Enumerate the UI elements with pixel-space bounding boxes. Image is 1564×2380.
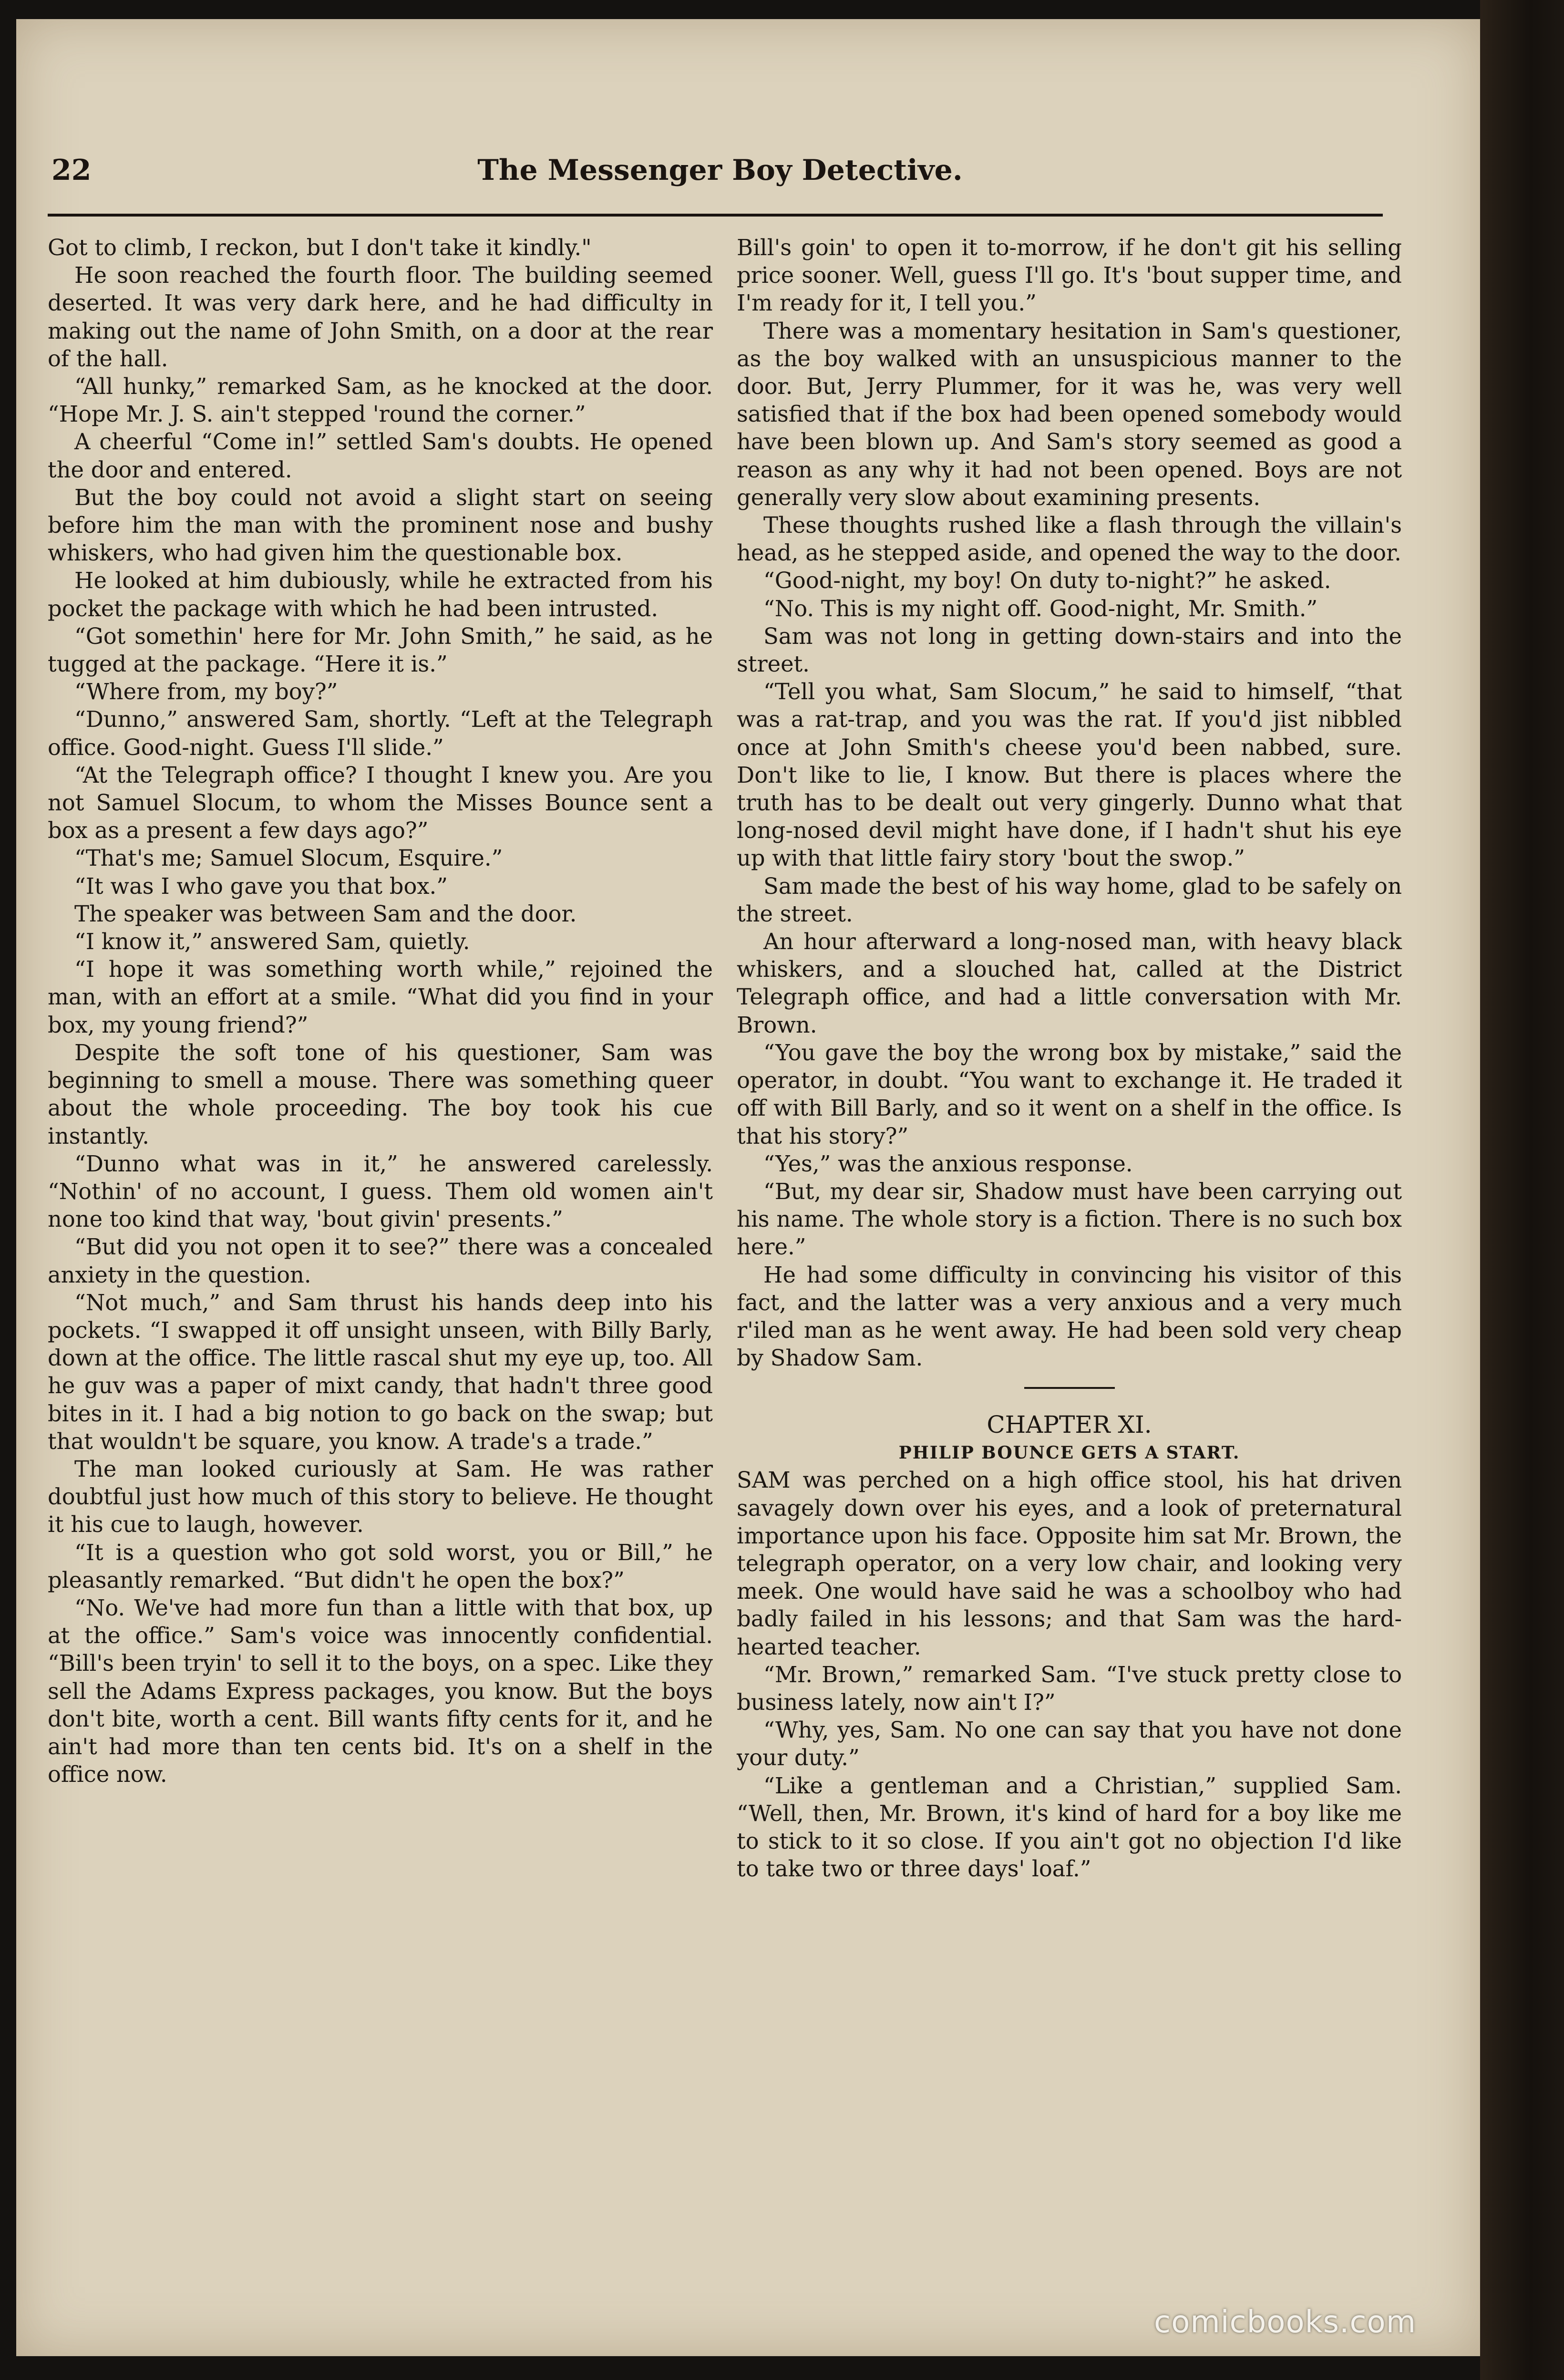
paragraph: “But did you not open it to see?” there was a concealed anxiety in the question. [48, 1234, 713, 1288]
paragraph: “Mr. Brown,” remarked Sam. “I've stuck pretty close to business lately, now ain't I?” [737, 1661, 1402, 1715]
paragraph: There was a momentary hesitation in Sam's questioner, as the boy walked with an unsuspicious manner to the door. But, Jerry Plummer, for it was he, was very well satisfied that if the box had been opened somebody would have been blown up. And Sam's story seemed as good a reason as any why it had not been opened. Boys are not generally very slow about examining presents. [737, 318, 1402, 510]
paragraph: “Not much,” and Sam thrust his hands deep into his pockets. “I swapped it off unsight unseen, with Billy Barly, down at the office. The little rascal shut my eye up, too. All he guv was a paper of mixt candy, that hadn't three good bites in it. I had a big notion to go back on the swap; but that wouldn't be square, you know. A trade's a trade.” [48, 1289, 713, 1454]
paragraph: “No. We've had more fun than a little with that box, up at the office.” Sam's voice was innocently confidential. “Bill's been tryin' to sell it to the boys, on a spec. Like they sell the Adams Express packages, you know. But the boys don't bite, worth a cent. Bill wants fifty cents for it, and he ain't had more than ten cents bid. It's on a shelf in the office now. [48, 1594, 713, 1788]
page-number: 22 [51, 154, 92, 187]
paragraph: “Dunno what was in it,” he answered carelessly. “Nothin' of no account, I guess. Them old women ain't none too kind that way, 'bout givin' presents.” [48, 1150, 713, 1232]
section-divider [1024, 1387, 1115, 1389]
right-column [737, 234, 1402, 1883]
paragraph: He looked at him dubiously, while he extracted from his pocket the package with which he had been intrusted. [48, 568, 713, 621]
running-header [38, 154, 1402, 201]
paragraph: A cheerful “Come in!” settled Sam's doubts. He opened the door and entered. [48, 429, 713, 483]
paragraph: “Yes,” was the anxious response. [763, 1150, 1133, 1177]
paragraph: “Dunno,” answered Sam, shortly. “Left at the Telegraph office. Good-night. Guess I'll slide.” [48, 706, 713, 760]
paragraph: Bill's goin' to open it to-morrow, if he don't git his selling price sooner. Well, guess I'll go. It's 'bout supper time, and I'm ready for it, I tell you.” [737, 235, 1402, 316]
paragraph: He had some difficulty in convincing his visitor of this fact, and the latter was a very anxious and a very much r'iled man as he went away. He had been sold very cheap by Shadow Sam. [737, 1262, 1402, 1371]
paragraph: “All hunky,” remarked Sam, as he knocked at the door. “Hope Mr. J. S. ain't stepped 'round the corner.” [48, 373, 713, 427]
book-spine [1480, 0, 1564, 2380]
paragraph: Sam was not long in getting down-stairs and into the street. [737, 623, 1402, 677]
paragraph: “No. This is my night off. Good-night, Mr. Smith.” [763, 595, 1318, 621]
paragraph: Despite the soft tone of his questioner, Sam was beginning to smell a mouse. There was something queer about the whole proceeding. The boy took his cue instantly. [48, 1039, 713, 1149]
paragraph: “Where from, my boy?” [74, 679, 338, 705]
paragraph: An hour afterward a long-nosed man, with heavy black whiskers, and a slouched hat, called at the District Telegraph office, and had a little conversation with Mr. Brown. [737, 929, 1402, 1038]
left-column [48, 234, 713, 1788]
paragraph: SAM was perched on a high office stool, his hat driven savagely down over his eyes, and a look of preternatural importance upon his face. Opposite him sat Mr. Brown, the telegraph operator, on a very low chair, and looking very meek. One would have said he was a schoolboy who had badly failed in his lessons; and that Sam was the hard-hearted teacher. [737, 1467, 1402, 1660]
paragraph: The speaker was between Sam and the door. [74, 900, 577, 927]
paragraph: “That's me; Samuel Slocum, Esquire.” [74, 845, 503, 871]
paragraph: “Why, yes, Sam. No one can say that you have not done your duty.” [737, 1717, 1402, 1771]
paragraph: He soon reached the fourth floor. The building seemed deserted. It was very dark here, and he had difficulty in making out the name of John Smith, on a door at the rear of the hall. [48, 262, 713, 372]
paragraph: “Tell you what, Sam Slocum,” he said to himself, “that was a rat-trap, and you was the rat. If you'd jist nibbled once at John Smith's cheese you'd been nabbed, sure. Don't like to lie, I know. But there is places where the truth has to be dealt out very gingerly. Dunno what that long-nosed devil might have done, if I hadn't shut his eye up with that little fairy story 'bout the swop.” [737, 679, 1402, 871]
paragraph: “Got somethin' here for Mr. John Smith,” he said, as he tugged at the package. “Here it is.” [48, 623, 713, 677]
running-title: The Messenger Boy Detective. [477, 154, 963, 187]
paragraph: Got to climb, I reckon, but I don't take it kindly." [48, 235, 592, 260]
paragraph: “It is a question who got sold worst, you or Bill,” he pleasantly remarked. “But didn't he open the box?” [48, 1539, 713, 1593]
paragraph: “You gave the boy the wrong box by mistake,” said the operator, in doubt. “You want to exchange it. He traded it off with Bill Barly, and so it went on a shelf in the office. Is that his story?” [737, 1039, 1402, 1149]
paragraph: But the boy could not avoid a slight start on seeing before him the man with the prominent nose and bushy whiskers, who had given him the questionable box. [48, 484, 713, 566]
paragraph: The man looked curiously at Sam. He was rather doubtful just how much of this story to believe. He thought it his cue to laugh, however. [48, 1456, 713, 1538]
site-watermark: comicbooks.com [1154, 2305, 1417, 2340]
chapter-subtitle: PHILIP BOUNCE GETS A START. [898, 1443, 1240, 1463]
paragraph: “I know it,” answered Sam, quietly. [74, 929, 470, 955]
paragraph: “At the Telegraph office? I thought I knew you. Are you not Samuel Slocum, to whom the Misses Bounce sent a box as a present a few days ago?” [48, 762, 713, 844]
paragraph: These thoughts rushed like a flash through the villain's head, as he stepped aside, and opened the way to the door. [737, 512, 1402, 566]
paragraph: “But, my dear sir, Shadow must have been carrying out his name. The whole story is a fiction. There is no such box here.” [737, 1178, 1402, 1260]
paragraph: “Like a gentleman and a Christian,” supplied Sam. “Well, then, Mr. Brown, it's kind of hard for a boy like me to stick to it so close. If you ain't got no objection I'd like to take two or three days' loaf.” [737, 1772, 1402, 1882]
paragraph: “I hope it was something worth while,” rejoined the man, with an effort at a smile. “What did you find in your box, my young friend?” [48, 956, 713, 1038]
header-rule [48, 214, 1383, 217]
chapter-title: CHAPTER XI. [987, 1411, 1152, 1439]
paragraph: “It was I who gave you that box.” [74, 873, 448, 899]
paragraph: Sam made the best of his way home, glad to be safely on the street. [737, 873, 1402, 927]
paragraph: “Good-night, my boy! On duty to-night?” he asked. [763, 568, 1331, 594]
